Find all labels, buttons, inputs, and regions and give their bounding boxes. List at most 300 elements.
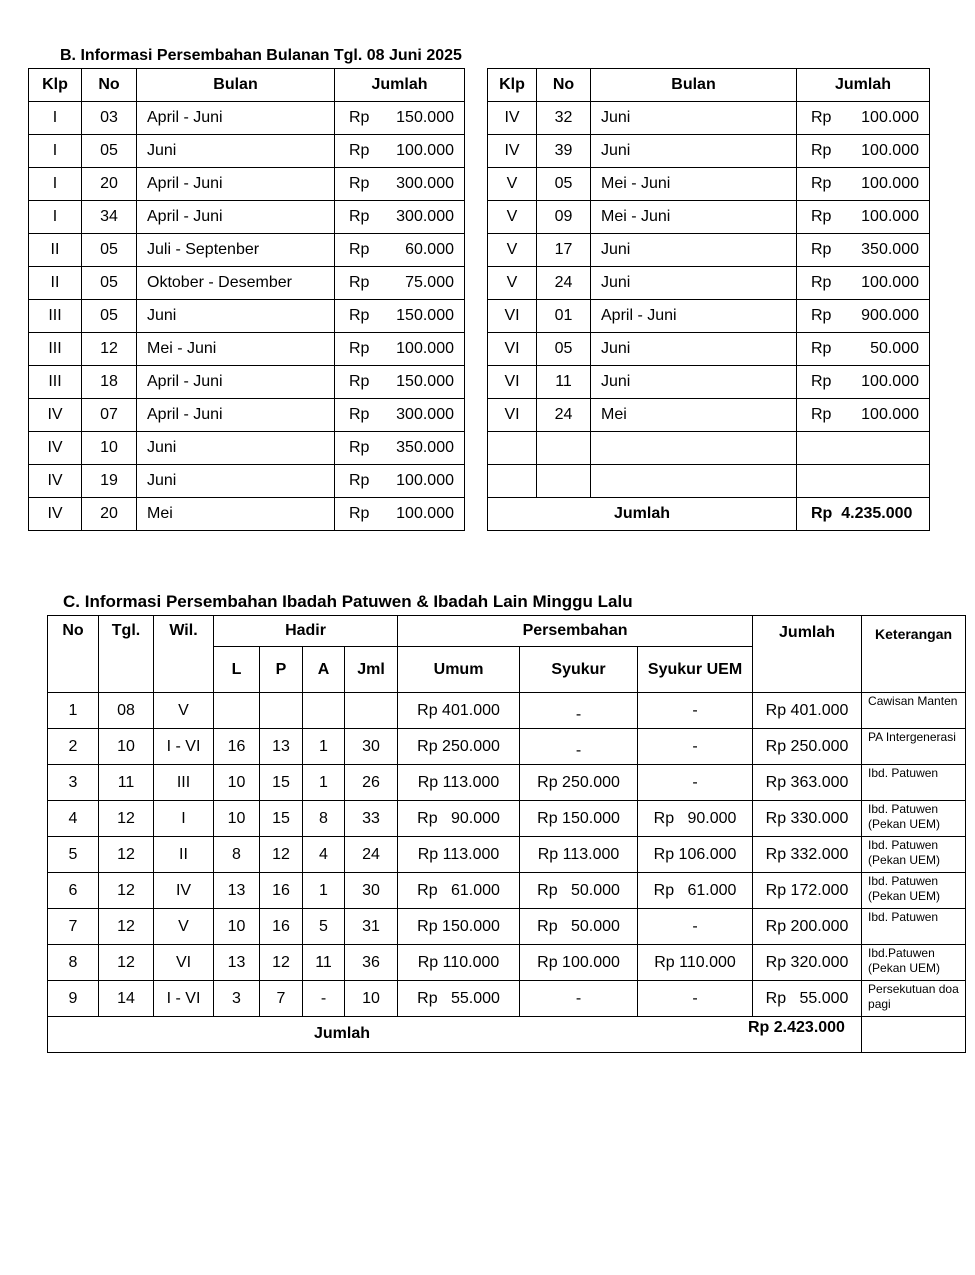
cell-amount: 60.000: [405, 241, 454, 258]
cell-bulan: Mei - Juni: [591, 201, 797, 234]
cell-currency: Rp: [349, 307, 370, 324]
cell-currency: Rp: [349, 373, 370, 390]
cell-bulan: Juni: [591, 135, 797, 168]
cell-no: 05: [537, 168, 591, 201]
total-currency: Rp: [811, 505, 833, 522]
cell-jumlah: [335, 201, 465, 234]
cell-no: 01: [537, 300, 591, 333]
table-row: [29, 201, 465, 234]
cell-p: 12: [260, 837, 303, 873]
cell-l: [214, 693, 260, 729]
cell-klp: VI: [488, 366, 537, 399]
table-row: [29, 300, 465, 333]
table-row: [488, 135, 930, 168]
cell-klp: VI: [488, 333, 537, 366]
cell-jumlah: [797, 102, 930, 135]
header-bulan: Bulan: [591, 69, 797, 102]
cell-klp: IV: [29, 432, 82, 465]
cell-jumlah: [797, 201, 930, 234]
cell-jumlah: Rp 320.000: [753, 945, 862, 981]
cell-no: 4: [48, 801, 99, 837]
cell-bulan: April - Juni: [137, 399, 335, 432]
cell-no: 1: [48, 693, 99, 729]
cell-bulan: Juni: [591, 234, 797, 267]
total-amount: Rp 2.423.000: [748, 1019, 845, 1036]
header-tgl: Tgl.: [99, 616, 154, 693]
cell-jml: 36: [345, 945, 398, 981]
table-row: [48, 801, 966, 837]
cell-jml: 30: [345, 729, 398, 765]
cell-bulan: April - Juni: [137, 168, 335, 201]
cell-keterangan: Cawisan Manten: [862, 693, 966, 729]
cell-jumlah: Rp 401.000: [753, 693, 862, 729]
cell-no: 8: [48, 945, 99, 981]
cell-no: [537, 465, 591, 498]
cell-currency: Rp: [811, 208, 832, 225]
cell-jumlah: Rp 250.000: [753, 729, 862, 765]
cell-umum: Rp 250.000: [398, 729, 520, 765]
header-no: No: [537, 69, 591, 102]
cell-syukur: Rp 113.000: [520, 837, 638, 873]
table-row: [29, 267, 465, 300]
cell-tgl: 12: [99, 909, 154, 945]
header-persembahan: Persembahan: [398, 616, 753, 647]
cell-bulan: [591, 465, 797, 498]
table-row: [48, 729, 966, 765]
cell-klp: IV: [488, 102, 537, 135]
header-umum: Umum: [398, 647, 520, 693]
cell-currency: Rp: [349, 208, 370, 225]
cell-tgl: 12: [99, 801, 154, 837]
cell-no: 19: [82, 465, 137, 498]
cell-umum: Rp 90.000: [398, 801, 520, 837]
table-row: [48, 765, 966, 801]
cell-currency: Rp: [349, 109, 370, 126]
cell-currency: Rp: [811, 373, 832, 390]
cell-jumlah: [335, 135, 465, 168]
total-amount: [797, 498, 930, 531]
cell-amount: 350.000: [396, 439, 454, 456]
section-b-right-table: [487, 68, 930, 531]
cell-jumlah: [335, 432, 465, 465]
cell-a: 5: [303, 909, 345, 945]
cell-no: 2: [48, 729, 99, 765]
cell-umum: Rp 401.000: [398, 693, 520, 729]
header-p: P: [260, 647, 303, 693]
table-row: [488, 366, 930, 399]
cell-bulan: April - Juni: [591, 300, 797, 333]
cell-no: 05: [82, 234, 137, 267]
cell-p: 15: [260, 765, 303, 801]
table-row: [488, 333, 930, 366]
table-row: [29, 102, 465, 135]
cell-klp: [488, 465, 537, 498]
cell-jumlah: [335, 102, 465, 135]
cell-klp: III: [29, 366, 82, 399]
table-row: [48, 981, 966, 1017]
section-c-total-row: [48, 1017, 966, 1053]
table-row: [48, 693, 966, 729]
cell-jml: 26: [345, 765, 398, 801]
cell-currency: Rp: [349, 142, 370, 159]
cell-wil: II: [154, 837, 214, 873]
cell-umum: Rp 150.000: [398, 909, 520, 945]
cell-jumlah: [797, 366, 930, 399]
cell-jml: 10: [345, 981, 398, 1017]
cell-bulan: April - Juni: [137, 102, 335, 135]
cell-bulan: Mei: [137, 498, 335, 531]
cell-umum: Rp 110.000: [398, 945, 520, 981]
cell-no: 7: [48, 909, 99, 945]
cell-no: 5: [48, 837, 99, 873]
cell-no: 03: [82, 102, 137, 135]
cell-keterangan: Ibd. Patuwen (Pekan UEM): [862, 801, 966, 837]
total-label: Jumlah: [488, 498, 797, 531]
cell-amount: 100.000: [861, 208, 919, 225]
cell-wil: VI: [154, 945, 214, 981]
cell-a: -: [303, 981, 345, 1017]
cell-no: 39: [537, 135, 591, 168]
table-row: [29, 399, 465, 432]
cell-jml: 33: [345, 801, 398, 837]
cell-jumlah: [335, 366, 465, 399]
cell-keterangan: Persekutuan doa pagi: [862, 981, 966, 1017]
cell-syukur-uem: Rp 106.000: [638, 837, 753, 873]
cell-bulan: Juni: [591, 333, 797, 366]
table-row: [488, 300, 930, 333]
cell-no: 05: [537, 333, 591, 366]
cell-amount: 100.000: [396, 505, 454, 522]
cell-klp: V: [488, 168, 537, 201]
cell-bulan: Juni: [137, 300, 335, 333]
cell-amount: 100.000: [861, 406, 919, 423]
cell-tgl: 08: [99, 693, 154, 729]
cell-bulan: Juni: [591, 267, 797, 300]
total-value: 4.235.000: [841, 505, 913, 522]
cell-klp: II: [29, 267, 82, 300]
cell-klp: I: [29, 135, 82, 168]
cell-currency: Rp: [349, 274, 370, 291]
cell-jumlah: Rp 55.000: [753, 981, 862, 1017]
cell-klp: V: [488, 234, 537, 267]
cell-bulan: Juni: [137, 135, 335, 168]
table-row: [48, 873, 966, 909]
cell-klp: VI: [488, 300, 537, 333]
table-row: [29, 135, 465, 168]
cell-klp: IV: [29, 498, 82, 531]
cell-amount: 300.000: [396, 406, 454, 423]
cell-currency: Rp: [349, 340, 370, 357]
total-label: Jumlah: [314, 1025, 371, 1042]
cell-bulan: Juni: [591, 366, 797, 399]
cell-currency: Rp: [811, 175, 832, 192]
cell-l: 10: [214, 765, 260, 801]
cell-p: 16: [260, 909, 303, 945]
header-wil: Wil.: [154, 616, 214, 693]
header-no: No: [48, 616, 99, 693]
cell-bulan: Juni: [137, 432, 335, 465]
cell-jumlah: Rp 363.000: [753, 765, 862, 801]
cell-no: 05: [82, 135, 137, 168]
cell-jumlah: [797, 267, 930, 300]
header-a: A: [303, 647, 345, 693]
cell-amount: 50.000: [870, 340, 919, 357]
table-row: [488, 267, 930, 300]
cell-umum: Rp 113.000: [398, 837, 520, 873]
cell-klp: III: [29, 300, 82, 333]
cell-p: 16: [260, 873, 303, 909]
cell-jml: 30: [345, 873, 398, 909]
cell-currency: Rp: [811, 406, 832, 423]
cell-syukur: Rp 100.000: [520, 945, 638, 981]
cell-currency: Rp: [811, 109, 832, 126]
cell-bulan: Oktober - Desember: [137, 267, 335, 300]
cell-klp: I: [29, 168, 82, 201]
cell-jumlah: [335, 168, 465, 201]
cell-jumlah: Rp 200.000: [753, 909, 862, 945]
cell-no: 17: [537, 234, 591, 267]
cell-syukur-uem: -: [638, 981, 753, 1017]
cell-p: 13: [260, 729, 303, 765]
cell-klp: I: [29, 201, 82, 234]
cell-currency: Rp: [349, 505, 370, 522]
cell-no: 9: [48, 981, 99, 1017]
cell-jumlah: [335, 300, 465, 333]
cell-currency: Rp: [349, 175, 370, 192]
section-b-total-row: [488, 498, 930, 531]
header-jml: Jml: [345, 647, 398, 693]
cell-amount: 350.000: [861, 241, 919, 258]
cell-no: 20: [82, 168, 137, 201]
table-row: [488, 201, 930, 234]
header-l: L: [214, 647, 260, 693]
cell-p: 15: [260, 801, 303, 837]
cell-l: 13: [214, 873, 260, 909]
cell-no: 34: [82, 201, 137, 234]
cell-no: 20: [82, 498, 137, 531]
table-row: [488, 234, 930, 267]
table-row: [29, 168, 465, 201]
cell-syukur-uem: -: [638, 693, 753, 729]
cell-amount: 150.000: [396, 373, 454, 390]
cell-no: 3: [48, 765, 99, 801]
cell-wil: I - VI: [154, 729, 214, 765]
table-row: [488, 399, 930, 432]
cell-jumlah: [797, 234, 930, 267]
header-syukur: Syukur: [520, 647, 638, 693]
cell-l: 8: [214, 837, 260, 873]
cell-jumlah: [335, 267, 465, 300]
header-syukur-uem: Syukur UEM: [638, 647, 753, 693]
cell-currency: Rp: [811, 340, 832, 357]
cell-a: 8: [303, 801, 345, 837]
cell-syukur-uem: Rp 61.000: [638, 873, 753, 909]
cell-syukur: -: [520, 981, 638, 1017]
cell-wil: V: [154, 693, 214, 729]
header-jumlah: Jumlah: [753, 616, 862, 693]
header-klp: Klp: [488, 69, 537, 102]
header-bulan: Bulan: [137, 69, 335, 102]
cell-tgl: 12: [99, 837, 154, 873]
cell-wil: IV: [154, 873, 214, 909]
cell-currency: Rp: [811, 307, 832, 324]
cell-wil: I - VI: [154, 981, 214, 1017]
header-klp: Klp: [29, 69, 82, 102]
cell-syukur: Rp 50.000: [520, 909, 638, 945]
cell-jumlah: [797, 333, 930, 366]
cell-currency: Rp: [349, 472, 370, 489]
section-b-left-table: [28, 68, 465, 531]
cell-no: 32: [537, 102, 591, 135]
cell-l: 10: [214, 801, 260, 837]
cell-amount: 150.000: [396, 109, 454, 126]
cell-no: 05: [82, 267, 137, 300]
cell-bulan: April - Juni: [137, 201, 335, 234]
cell-l: 13: [214, 945, 260, 981]
cell-jumlah: [335, 498, 465, 531]
cell-tgl: 12: [99, 873, 154, 909]
cell-no: 07: [82, 399, 137, 432]
cell-bulan: Juni: [137, 465, 335, 498]
cell-syukur: Rp 250.000: [520, 765, 638, 801]
cell-amount: 75.000: [405, 274, 454, 291]
cell-syukur: Rp 150.000: [520, 801, 638, 837]
cell-a: 1: [303, 729, 345, 765]
cell-jml: 24: [345, 837, 398, 873]
cell-amount: 100.000: [861, 142, 919, 159]
cell-amount: 100.000: [861, 373, 919, 390]
cell-keterangan: Ibd. Patuwen (Pekan UEM): [862, 873, 966, 909]
cell-klp: IV: [29, 399, 82, 432]
cell-klp: II: [29, 234, 82, 267]
cell-bulan: Juli - Septenber: [137, 234, 335, 267]
cell-syukur-uem: -: [638, 909, 753, 945]
cell-jumlah: [335, 399, 465, 432]
cell-currency: Rp: [811, 142, 832, 159]
cell-syukur-uem: Rp 110.000: [638, 945, 753, 981]
cell-tgl: 11: [99, 765, 154, 801]
cell-keterangan: Ibd.Patuwen (Pekan UEM): [862, 945, 966, 981]
cell-syukur: -: [520, 693, 638, 729]
cell-klp: I: [29, 102, 82, 135]
cell-no: 05: [82, 300, 137, 333]
table-row: [48, 945, 966, 981]
cell-amount: 100.000: [861, 274, 919, 291]
total-cell: [48, 1017, 862, 1053]
cell-a: 1: [303, 765, 345, 801]
cell-bulan: [591, 432, 797, 465]
cell-klp: VI: [488, 399, 537, 432]
cell-keterangan: Ibd. Patuwen: [862, 909, 966, 945]
cell-currency: Rp: [349, 406, 370, 423]
cell-klp: IV: [29, 465, 82, 498]
cell-no: 24: [537, 399, 591, 432]
cell-bulan: Mei: [591, 399, 797, 432]
cell-p: 12: [260, 945, 303, 981]
cell-a: 11: [303, 945, 345, 981]
table-row: [29, 465, 465, 498]
cell-currency: Rp: [349, 439, 370, 456]
header-jumlah: Jumlah: [797, 69, 930, 102]
section-c-table: [47, 615, 966, 1053]
cell-klp: V: [488, 201, 537, 234]
cell-bulan: Mei - Juni: [137, 333, 335, 366]
table-row: [488, 168, 930, 201]
cell-jumlah: [797, 399, 930, 432]
cell-l: 16: [214, 729, 260, 765]
cell-syukur: -: [520, 729, 638, 765]
cell-jumlah: [797, 432, 930, 465]
cell-klp: [488, 432, 537, 465]
cell-umum: Rp 113.000: [398, 765, 520, 801]
table-row: [488, 465, 930, 498]
cell-tgl: 12: [99, 945, 154, 981]
cell-wil: III: [154, 765, 214, 801]
section-b-title: B. Informasi Persembahan Bulanan Tgl. 08 Juni 2025: [60, 47, 462, 64]
cell-currency: Rp: [811, 274, 832, 291]
cell-amount: 150.000: [396, 307, 454, 324]
cell-no: 12: [82, 333, 137, 366]
cell-bulan: Mei - Juni: [591, 168, 797, 201]
cell-amount: 300.000: [396, 208, 454, 225]
cell-tgl: 14: [99, 981, 154, 1017]
cell-amount: 900.000: [861, 307, 919, 324]
cell-tgl: 10: [99, 729, 154, 765]
header-jumlah: Jumlah: [335, 69, 465, 102]
cell-klp: V: [488, 267, 537, 300]
cell-jumlah: Rp 332.000: [753, 837, 862, 873]
cell-keterangan: Ibd. Patuwen (Pekan UEM): [862, 837, 966, 873]
cell-umum: Rp 61.000: [398, 873, 520, 909]
cell-l: 10: [214, 909, 260, 945]
cell-bulan: April - Juni: [137, 366, 335, 399]
cell-currency: Rp: [811, 241, 832, 258]
cell-amount: 100.000: [396, 472, 454, 489]
cell-keterangan: PA Intergenerasi: [862, 729, 966, 765]
cell-jumlah: Rp 330.000: [753, 801, 862, 837]
cell-amount: 100.000: [396, 142, 454, 159]
cell-jumlah: [335, 465, 465, 498]
cell-no: [537, 432, 591, 465]
cell-no: 11: [537, 366, 591, 399]
cell-a: [303, 693, 345, 729]
cell-klp: IV: [488, 135, 537, 168]
cell-no: 18: [82, 366, 137, 399]
cell-jml: [345, 693, 398, 729]
cell-jumlah: [335, 234, 465, 267]
cell-l: 3: [214, 981, 260, 1017]
cell-jml: 31: [345, 909, 398, 945]
cell-p: [260, 693, 303, 729]
table-row: [29, 333, 465, 366]
cell-no: 24: [537, 267, 591, 300]
header-no: No: [82, 69, 137, 102]
table-row: [29, 432, 465, 465]
cell-amount: 100.000: [861, 109, 919, 126]
cell-jumlah: [797, 300, 930, 333]
cell-amount: 300.000: [396, 175, 454, 192]
cell-keterangan: Ibd. Patuwen: [862, 765, 966, 801]
header-keterangan: Keterangan: [862, 616, 966, 693]
section-c-title: C. Informasi Persembahan Ibadah Patuwen & Ibadah Lain Minggu Lalu: [63, 592, 633, 611]
cell-jumlah: [797, 465, 930, 498]
cell-bulan: Juni: [591, 102, 797, 135]
cell-no: 6: [48, 873, 99, 909]
table-row: [29, 234, 465, 267]
table-row: [29, 498, 465, 531]
table-row: [29, 366, 465, 399]
table-row: [48, 837, 966, 873]
